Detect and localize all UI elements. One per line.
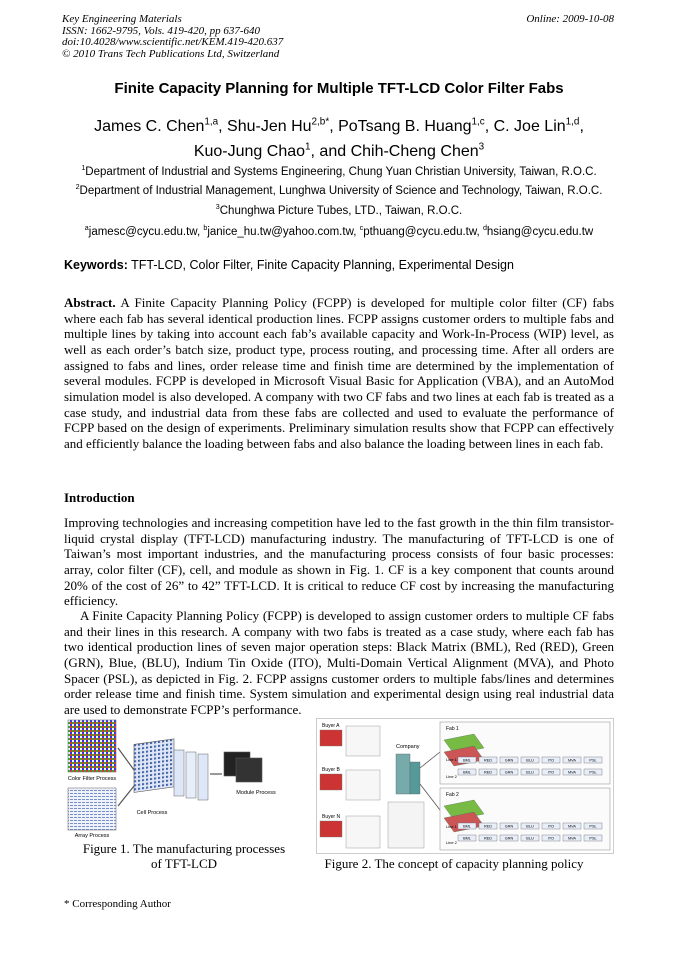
fab1-line2-steps (458, 769, 602, 775)
step-label: ITO (547, 770, 555, 775)
step-label: BLU (526, 770, 534, 775)
figure-1-diagram (66, 718, 302, 838)
author-name: James C. Chen (94, 118, 205, 135)
fab2-line2-steps (458, 835, 602, 841)
step-label: RED (483, 824, 493, 829)
step-label: MVA (568, 824, 576, 829)
step-label: PSL (589, 758, 597, 763)
fab2-line1-steps (458, 823, 602, 829)
step-label: RED (483, 770, 493, 775)
step-label: BLU (526, 836, 534, 841)
module-monitors (224, 752, 262, 782)
step-label: PSL (589, 824, 597, 829)
step-label: RED (483, 836, 493, 841)
affil-num: 1 (81, 164, 86, 173)
keywords (64, 258, 514, 272)
author-sup: 1,d (565, 116, 580, 128)
cell-panel (134, 739, 174, 793)
email: janice_hu.tw@yahoo.com.tw, (207, 226, 360, 238)
keywords-text: TFT-LCD, Color Filter, Finite Capacity Planning, Experimental Design (127, 258, 514, 272)
author-name: PoTsang B. Huang (338, 118, 472, 135)
fab-1 (440, 722, 610, 784)
email: hsiang@cycu.edu.tw (486, 226, 594, 238)
email-sup: d (482, 224, 487, 233)
doi: doi:10.4028/www.scientific.net/KEM.419-420.637 (62, 36, 284, 48)
separator: , (484, 118, 494, 135)
affil-num: 3 (215, 203, 220, 212)
step-label: BLU (526, 824, 534, 829)
color-filter-panel (68, 720, 116, 772)
buyer-b-label: Buyer B (322, 767, 340, 773)
step-label: BLU (526, 758, 534, 763)
affil-text: Department of Industrial and Systems Engineering, Chung Yuan Christian University, Taiwan, R.O.C. (85, 166, 597, 178)
step-label: GRN (504, 758, 514, 763)
paper-title: Finite Capacity Planning for Multiple TFT-LCD Color Filter Fabs (114, 80, 564, 97)
step-label: GRN (504, 836, 514, 841)
affil-text: Chunghwa Picture Tubes, LTD., Taiwan, R.O.C. (219, 205, 463, 217)
abstract (64, 295, 614, 452)
intro-paragraph-2: A Finite Capacity Planning Policy (FCPP) is developed to assign customer orders to multiple CF fabs and their lines in this research. A company with two fabs is treated as a case study, where each fab has two identical production lines of seven major operation steps: Black Matrix (BML), Red (RED), Green (GRN), Blue, (BLU), Indium Tin Oxide (ITO), Multi-Domain Vertical Alignment (MVA), and Photo Spacer (PSL), as depicted in Fig. 2. FCPP assigns customer orders to multiple fabs/lines and determines order release time and finish time. System simulation and experimental design using real industrial data are used to demonstrate FCPP’s performance. (64, 608, 614, 717)
author-sup: 1,a (204, 116, 219, 128)
intro-paragraph-1: Improving technologies and increasing competition have led to the fast growth in the thin film transistor-liquid crystal display (TFT-LCD) manufacturing industry. The manufacturing of TFT-LCD is one of Taiwan’s most important industries, and the manufacturing process consists of four basic processes: array, color filter (CF), cell, and module as shown in Fig. 1. CF is a key component that counts around 20% of the cost of 26” to 42” TFT-LCD. It is critical to reduce CF cost by increasing the manufacturing efficiency. (64, 515, 614, 609)
copyright: © 2010 Trans Tech Publications Ltd, Switzerland (62, 47, 280, 60)
separator: , (218, 118, 228, 135)
step-label: PSL (589, 770, 597, 775)
separator: , and (310, 143, 351, 160)
figure-1 (66, 718, 302, 838)
step-label: MVA (568, 770, 576, 775)
author-sup: 1,c (471, 116, 485, 128)
step-label: GRN (504, 824, 514, 829)
step-label: BML (463, 758, 471, 763)
figure-2-diagram (316, 718, 614, 854)
step-label: ITO (547, 824, 555, 829)
step-label: BML (463, 824, 471, 829)
email-sup: b (203, 224, 208, 233)
author-name: C. Joe Lin (493, 118, 566, 135)
step-label: GRN (504, 770, 514, 775)
issn: ISSN: 1662-9795, Vols. 419-420, pp 637-640 (62, 24, 260, 37)
author-name: Chih-Cheng Chen (350, 143, 479, 160)
affil-text: Department of Industrial Management, Lunghwa University of Science and Technology, Taiwan, R.O.C. (79, 185, 603, 197)
fab1-label: Fab 1 (446, 726, 459, 732)
step-label: ITO (547, 758, 555, 763)
author-sup: 1 (305, 141, 311, 153)
keywords-label: Keywords: (64, 258, 128, 272)
arrow-cf-to-cell (118, 748, 134, 770)
email: pthuang@cycu.edu.tw, (363, 226, 483, 238)
cell-label: Cell Process (136, 810, 168, 816)
affiliation-2 (30, 185, 648, 197)
fab1-line1-label: Line 1 (446, 757, 457, 762)
affiliation-1 (30, 166, 648, 178)
figure-2-caption: Figure 2. The concept of capacity planning policy (324, 856, 584, 871)
step-label: MVA (568, 836, 576, 841)
caption-line: of TFT-LCD (150, 856, 218, 871)
buyer-a-label: Buyer A (322, 723, 340, 729)
step-label: RED (483, 758, 493, 763)
separator: , (329, 118, 339, 135)
footnote: * Corresponding Author (64, 898, 171, 910)
abstract-label: Abstract. (64, 295, 116, 310)
module-label: Module Process (236, 790, 276, 796)
step-label: PSL (589, 836, 597, 841)
author-name: Kuo-Jung Chao (193, 143, 306, 160)
author-sup: 2,b* (311, 116, 330, 128)
fab-2 (440, 788, 610, 850)
abstract-text: A Finite Capacity Planning Policy (FCPP) is developed for multiple color filter (CF) fabs where each fab has several identical production lines. FCPP assigns customer orders to multiple fabs and multiple lines by taking into account each fab’s available capacity and Work-In-Process (WIP) level, as well as each order’s batch size, product type, process routing, and processing time. After all orders are assigned to fabs and lines, order release time and finish time are determined by the implementation of several modules. FCPP is developed in Microsoft Visual Basic for Application (VBA), and an AutoMod simulation model is also developed. A company with two CF fabs and two lines at each fab is treated as a case study, and industrial data from these fabs are collected and used to evaluate the performance of FCPP based on the design of experiments. Preliminary simulation results show that FCPP can effectively and efficiently balance the loading between fabs and also balance the loading between lines in each fab. (64, 295, 614, 451)
fab2-line2-label: Line 2 (446, 840, 457, 845)
email-line (30, 226, 648, 238)
buyer-n-label: Buyer N (322, 814, 341, 820)
array-label: Array Process (74, 833, 110, 838)
cell-slabs (174, 750, 208, 800)
array-panel (68, 788, 116, 830)
color-filter-label: Color Filter Process (67, 776, 117, 782)
step-label: BML (463, 836, 471, 841)
email: jamesc@cycu.edu.tw, (88, 226, 204, 238)
affil-num: 2 (75, 183, 80, 192)
journal-header (62, 14, 283, 60)
fab2-line1-label: Line 1 (446, 824, 457, 829)
caption-line: Figure 1. The manufacturing processes (82, 841, 286, 856)
arrow-array-to-cell (118, 786, 134, 806)
figure-2 (316, 718, 614, 854)
fab1-line2-label: Line 2 (446, 774, 457, 779)
fab2-label: Fab 2 (446, 792, 459, 798)
company-label: Company (396, 744, 420, 750)
author-list: James C. Chen$^{1,a}$, Shu-Jen $Hu^{2,b*}$, PoTsang B. Huang$^{1,c}$, C. Joe Lin$^{1,d}$, Kuo-Jung Chao$^1$, and Chih-Cheng Chen$^3$ (94, 116, 584, 160)
author-sup: 3 (478, 141, 485, 153)
online-date: Online: 2009-10-08 (526, 13, 614, 25)
email-sup: a (84, 224, 89, 233)
section-heading: Introduction (64, 490, 135, 505)
step-label: ITO (547, 836, 555, 841)
step-label: BML (463, 770, 471, 775)
affiliation-3 (30, 205, 648, 217)
step-label: MVA (568, 758, 576, 763)
journal-name: Key Engineering Materials (62, 13, 182, 25)
figure-1-caption (64, 841, 304, 871)
email-sup: c (359, 224, 364, 233)
author-name: Shu-Jen Hu (227, 118, 312, 135)
fab1-line1-steps (458, 757, 602, 763)
